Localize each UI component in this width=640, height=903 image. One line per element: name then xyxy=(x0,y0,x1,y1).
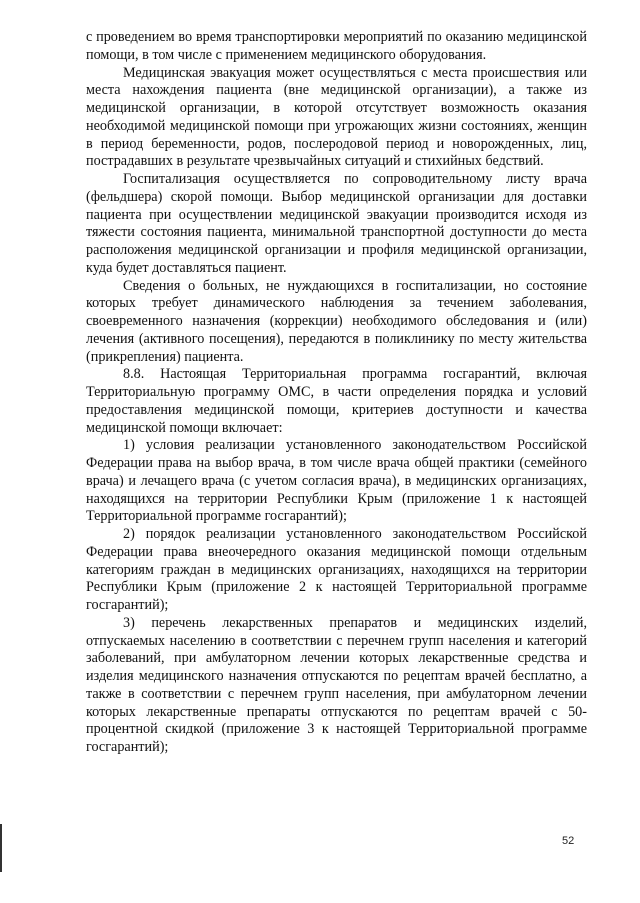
paragraph-2: Медицинская эвакуация может осуществляться с места происшествия или места нахождения пациента (вне медицинской организации), а также из медицинской организации, в которой отсутствует возможность оказания необходимой медицинской помощи при угрожающих жизни состояниях, женщин в период беременности, родов, послеродовой период и новорожденных, лиц, пострадавших в результате чрезвычайных ситуаций и стихийных бедствий. xyxy=(86,64,587,170)
paragraph-5: 8.8. Настоящая Территориальная программа госгарантий, включая Территориальную программу ОМС, в части определения порядка и условий предоставления медицинской помощи, критериев доступности и качества медицинской помощи включает: xyxy=(86,366,587,436)
paragraph-3: Госпитализация осуществляется по сопроводительному листу врача (фельдшера) скорой помощи. Выбор медицинской организации для доставки пациента при осуществлении медицинской эвакуации производится исходя из тяжести состояния пациента, минимальной транспортной доступности до места расположения медицинской организации и профиля медицинской организации, куда будет доставляться пациент. xyxy=(86,171,587,276)
paragraph-4: Сведения о больных, не нуждающихся в госпитализации, но состояние которых требует динамического наблюдения за течением заболевания, своевременного назначения (коррекции) необходимого обследования и (или) лечения (активного посещения), передаются в поликлинику по месту жительства (прикрепления) пациента. xyxy=(86,277,587,365)
paragraph-7: 2) порядок реализации установленного законодательством Российской Федерации права внеочередного оказания медицинской помощи отдельным категориям граждан в медицинских организациях, находящихся на территории Республики Крым (приложение 2 к настоящей Территориальной программе госгарантий); xyxy=(86,526,587,613)
page-number: 52 xyxy=(562,835,575,847)
paragraph-6: 1) условия реализации установленного законодательством Российской Федерации права на выбор врача, в том числе врача общей практики (семейного врача) и лечащего врача (с учетом согласия врача), в медицинских организациях, находящихся на территории Республики Крым (приложение 1 к настоящей Территориальной программе госгарантий); xyxy=(86,437,587,525)
paragraph-1: с проведением во время транспортировки мероприятий по оказанию медицинской помощи, в том числе с применением медицинского оборудования. xyxy=(86,29,587,63)
paragraph-8: 3) перечень лекарственных препаратов и медицинских изделий, отпускаемых населению в соответствии с перечнем групп населения и категорий заболеваний, при амбулаторном лечении которых лекарственные средства и изделия медицинского назначения отпускаются по рецептам врачей бесплатно, а также в соответствии с перечнем групп населения, при амбулаторном лечении которых лекарственные препараты отпускаются по рецептам врачей с 50-процентной скидкой (приложение 3 к настоящей Территориальной программе госгарантий); xyxy=(86,614,587,755)
document-body xyxy=(86,29,587,757)
scan-edge-mark xyxy=(0,824,2,872)
